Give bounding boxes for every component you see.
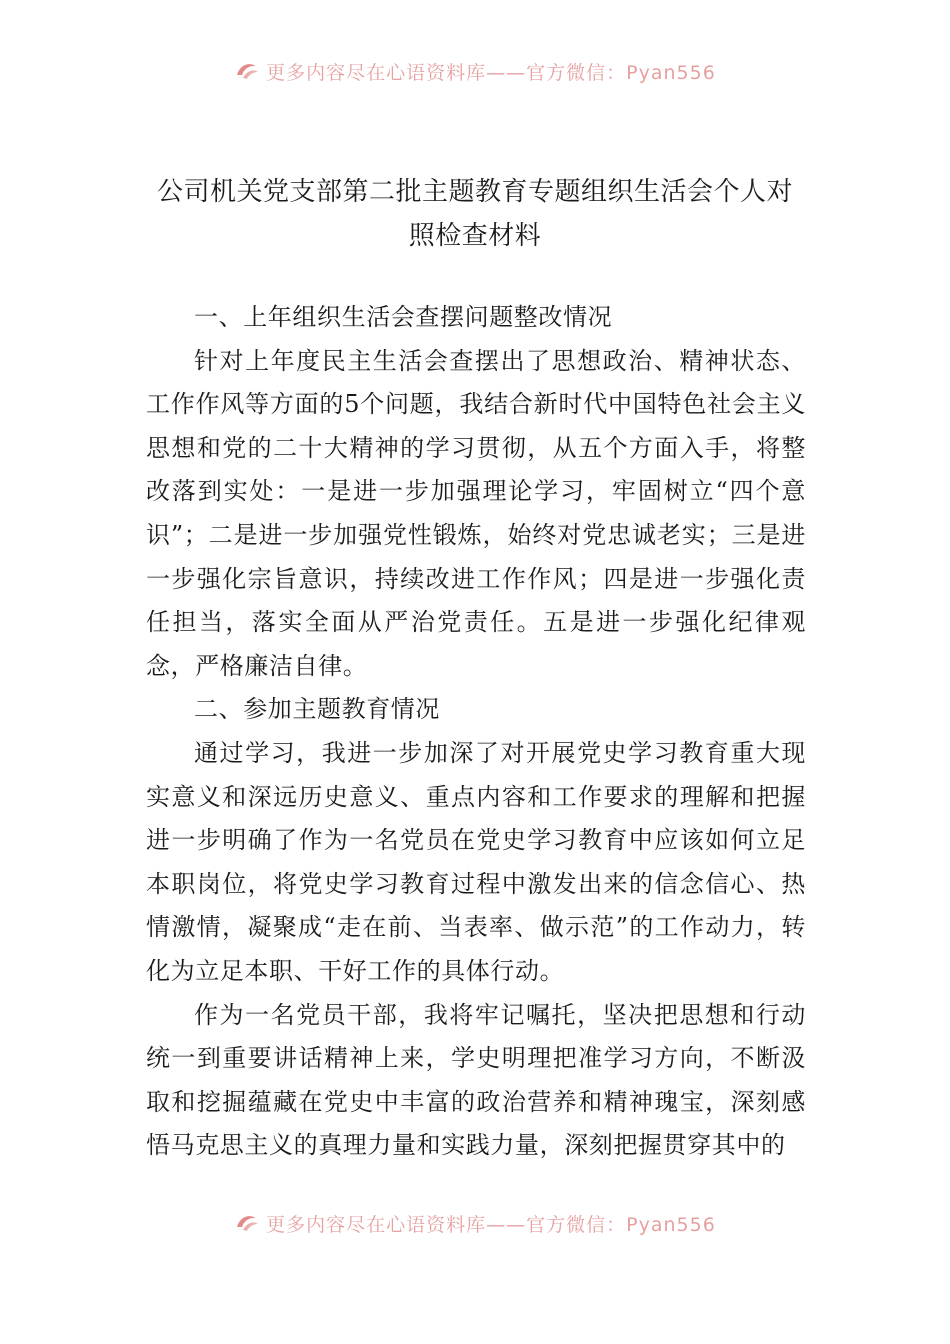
section-heading-2: 二、参加主题教育情况 xyxy=(194,695,440,724)
watermark-text: 更多内容尽在心语资料库——官方微信：Pyan556 xyxy=(266,61,716,84)
paragraph-3: 作为一名党员干部，我将牢记嘱托，坚决把思想和行动统一到重要讲话精神上来，学史明理把准学习方向，不断汲取和挖掘蕴藏在党史中丰富的政治营养和精神瑰宝，深刻感悟马克思主义的真理力量和实践力量，深刻把握贯穿其中的 xyxy=(146,1000,806,1160)
header-watermark xyxy=(0,56,950,86)
paragraph-2: 通过学习，我进一步加深了对开展党史学习教育重大现实意义和深远历史意义、重点内容和工作要求的理解和把握进一步明确了作为一名党员在党史学习教育中应该如何立足本职岗位，将党史学习教育过程中激发出来的信念信心、热情激情，凝聚成“走在前、当表率、做示范”的工作动力，转化为立足本职、干好工作的具体行动。 xyxy=(146,738,806,985)
watermark-text: 更多内容尽在心语资料库——官方微信：Pyan556 xyxy=(266,1213,716,1236)
watermark-logo-icon xyxy=(234,1212,260,1234)
footer-watermark xyxy=(0,1208,950,1238)
document-body xyxy=(146,296,806,1168)
section-heading-1: 一、上年组织生活会查摆问题整改情况 xyxy=(194,303,613,331)
document-title: 公司机关党支部第二批主题教育专题组织生活会个人对照检查材料 xyxy=(156,177,793,251)
paragraph-1: 针对上年度民主生活会查摆出了思想政治、精神状态、工作作风等方面的5个问题，我结合新时代中国特色社会主义思想和党的二十大精神的学习贯彻，从五个方面入手，将整改落到实处：一是进一步加强理论学习，牢固树立“四个意识”；二是进一步加强党性锻炼，始终对党忠诚老实；三是进一步强化宗旨意识，持续改进工作作风；四是进一步强化责任担当，落实全面从严治党责任。五是进一步强化纪律观念，严格廉洁自律。 xyxy=(146,346,806,680)
watermark-logo-icon xyxy=(234,60,260,82)
